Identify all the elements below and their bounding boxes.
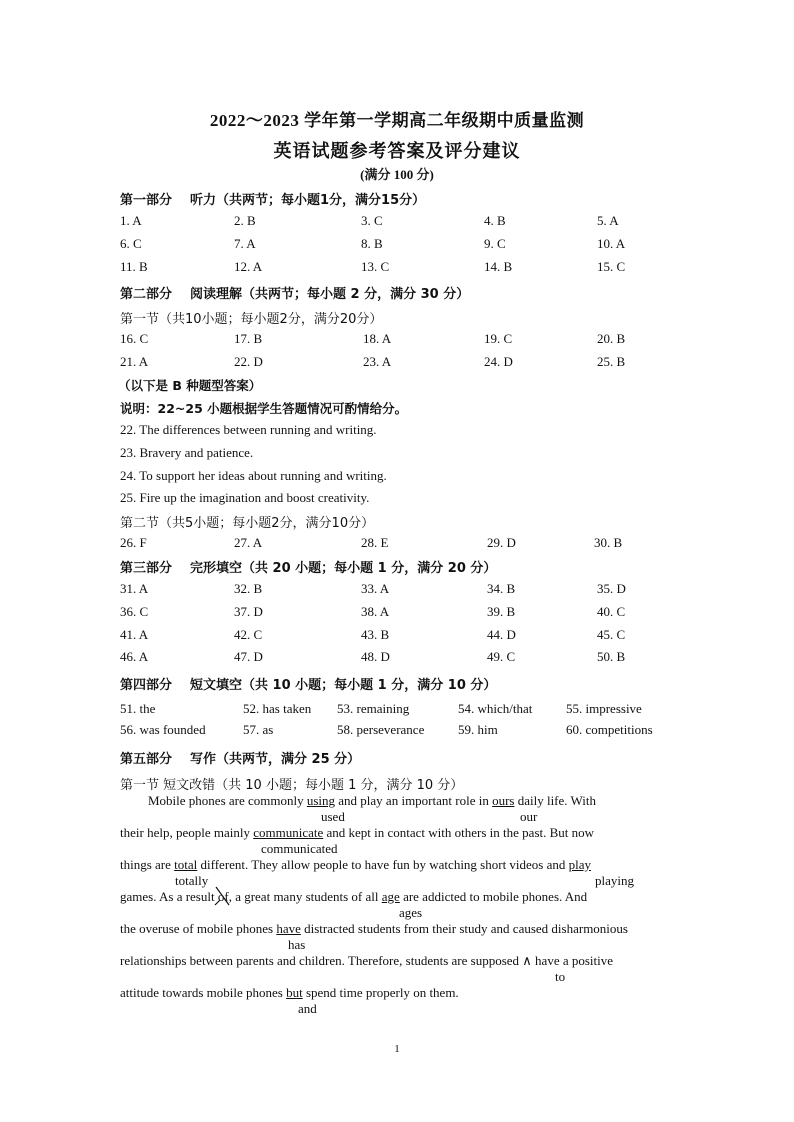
answer-cell: 55. impressive (566, 701, 642, 716)
page-number: 1 (394, 1043, 400, 1055)
answer-cell: 36. C (120, 604, 149, 619)
b-type-note: （以下是 B 种题型答案） (118, 378, 262, 393)
passage-text: daily life. With (514, 793, 597, 808)
answer-cell: 32. B (234, 581, 263, 596)
passage-text: things are (120, 857, 175, 872)
error-using: using (306, 793, 336, 808)
part3-row-1 (0, 581, 794, 599)
answer-cell: 52. has taken (243, 701, 312, 716)
answer-cell: 30. B (594, 535, 623, 550)
answer-cell: 10. A (597, 236, 626, 251)
answer-cell: 46. A (120, 649, 149, 664)
error-but: but (286, 985, 303, 1000)
passage-text: different. They allow people to have fun by watching short videos and (197, 857, 569, 872)
answer-cell: 9. C (484, 236, 506, 251)
part4-row-2 (0, 722, 794, 740)
passage-line-4 (120, 889, 587, 905)
part1-row-3 (0, 259, 794, 277)
error-ours: ours (492, 793, 515, 808)
answer-cell: 56. was founded (120, 722, 206, 737)
passage-text: their help, people mainly (120, 825, 254, 840)
answer-cell: 39. B (487, 604, 516, 619)
answer-cell: 14. B (484, 259, 513, 274)
answer-cell: 51. the (120, 701, 156, 716)
answer-cell: 25. B (597, 354, 626, 369)
part4-heading: 第四部分 短文填空（共 10 小题；每小题 1 分，满分 10 分） (120, 678, 497, 693)
part2-row-1 (0, 331, 794, 349)
answer-cell: 5. A (597, 213, 619, 228)
part5-section1-heading: 第一节 短文改错（共 10 小题；每小题 1 分，满分 10 分） (120, 778, 464, 793)
answer-cell: 12. A (234, 259, 263, 274)
answer-cell: 34. B (487, 581, 516, 596)
error-age: age (381, 889, 400, 904)
passage-text: are addicted to mobile phones. And (399, 889, 588, 904)
part1-row-2 (0, 236, 794, 254)
insert-caret-icon: ∧ (522, 953, 532, 968)
answer-cell: 27. A (234, 535, 263, 550)
part1-row-1 (0, 213, 794, 231)
answer-cell: 23. A (363, 354, 392, 369)
correction-has: has (288, 937, 306, 952)
error-play: play (568, 857, 592, 872)
answer-cell: 3. C (361, 213, 383, 228)
answer-cell: 18. A (363, 331, 392, 346)
answer-cell: 16. C (120, 331, 149, 346)
passage-text: and kept in contact with others in the past. But now (323, 825, 595, 840)
part1-heading: 第一部分 听力（共两节；每小题1分，满分15分） (120, 193, 426, 208)
correction-and: and (298, 1001, 317, 1016)
passage-text: distracted students from their study and caused disharmonious (300, 921, 628, 936)
answer-cell: 1. A (120, 213, 142, 228)
answer-cell: 33. A (361, 581, 390, 596)
error-communicate: communicate (253, 825, 324, 840)
answer-cell: 44. D (487, 627, 516, 642)
passage-text: of (217, 889, 229, 904)
part2-section2-heading: 第二节（共5小题；每小题2分，满分10分） (120, 516, 375, 531)
answer-cell: 7. A (234, 236, 256, 251)
part2-row-2 (0, 354, 794, 372)
delete-mark-icon (214, 886, 232, 906)
part3-row-2 (0, 604, 794, 622)
answer-cell: 28. E (361, 535, 389, 550)
answer-cell: 8. B (361, 236, 383, 251)
part4-row-1 (0, 701, 794, 719)
passage-text: attitude towards mobile phones (120, 985, 287, 1000)
error-of-deleted (218, 889, 229, 905)
exam-title: 2022～2023 学年第一学期高二年级期中质量监测 (209, 111, 585, 130)
correction-playing: playing (595, 873, 634, 888)
answer-cell: 26. F (120, 535, 147, 550)
part3-row-4 (0, 649, 794, 667)
answer-cell: 54. which/that (458, 701, 533, 716)
answer-cell: 47. D (234, 649, 263, 664)
correction-to: to (555, 969, 566, 984)
answer-cell: 13. C (361, 259, 390, 274)
answer-cell: 20. B (597, 331, 626, 346)
exam-subtitle: 英语试题参考答案及评分建议 (273, 141, 521, 161)
part5-heading: 第五部分 写作（共两节，满分 25 分） (120, 752, 361, 767)
passage-text: the overuse of mobile phones (120, 921, 277, 936)
answer-cell: 50. B (597, 649, 626, 664)
scoring-explanation: 说明：22~25 小题根据学生答题情况可酌情给分。 (120, 401, 408, 416)
part2-section2-row (0, 535, 794, 553)
answer-cell: 37. D (234, 604, 263, 619)
answer-cell: 43. B (361, 627, 390, 642)
answer-cell: 24. D (484, 354, 513, 369)
error-have: have (276, 921, 301, 936)
passage-text: games. As a result (120, 889, 218, 904)
answer-25: 25. Fire up the imagination and boost creativity. (120, 490, 370, 505)
passage-line-5 (120, 921, 628, 937)
error-total: total (174, 857, 198, 872)
answer-cell: 17. B (234, 331, 263, 346)
passage-line-2 (120, 825, 594, 841)
passage-line-7 (120, 985, 459, 1001)
passage-text: and play an important role in (335, 793, 493, 808)
answer-cell: 40. C (597, 604, 626, 619)
answer-cell: 48. D (361, 649, 390, 664)
passage-line-1 (148, 793, 596, 809)
passage-text: spend time properly on them. (302, 985, 459, 1000)
answer-cell: 42. C (234, 627, 263, 642)
correction-used: used (321, 809, 345, 824)
correction-our: our (520, 809, 538, 824)
passage-text: relationships between parents and children. Therefore, students are supposed (120, 953, 523, 968)
correction-totally: totally (175, 873, 209, 888)
answer-cell: 53. remaining (337, 701, 410, 716)
answer-cell: 4. B (484, 213, 506, 228)
answer-cell: 41. A (120, 627, 149, 642)
correction-communicated: communicated (261, 841, 338, 856)
answer-cell: 31. A (120, 581, 149, 596)
answer-cell: 38. A (361, 604, 390, 619)
answer-cell: 59. him (458, 722, 498, 737)
answer-cell: 58. perseverance (337, 722, 425, 737)
answer-cell: 11. B (120, 259, 148, 274)
answer-cell: 45. C (597, 627, 626, 642)
answer-cell: 21. A (120, 354, 149, 369)
answer-22: 22. The differences between running and writing. (120, 422, 377, 437)
answer-cell: 22. D (234, 354, 263, 369)
passage-text: Mobile phones are commonly (148, 793, 307, 808)
answer-cell: 15. C (597, 259, 626, 274)
answer-cell: 29. D (487, 535, 516, 550)
answer-cell: 60. competitions (566, 722, 653, 737)
part3-row-3 (0, 627, 794, 645)
passage-line-6 (120, 953, 613, 969)
part2-section1-heading: 第一节（共10小题；每小题2分，满分20分） (120, 312, 383, 327)
passage-text: have a positive (531, 953, 614, 968)
answer-cell: 49. C (487, 649, 516, 664)
answer-cell: 57. as (243, 722, 274, 737)
part3-heading: 第三部分 完形填空（共 20 小题；每小题 1 分，满分 20 分） (120, 561, 497, 576)
answer-cell: 6. C (120, 236, 142, 251)
correction-ages: ages (399, 905, 423, 920)
answer-23: 23. Bravery and patience. (120, 445, 254, 460)
passage-line-3 (120, 857, 591, 873)
full-score-note: (满分 100 分) (360, 167, 434, 182)
answer-cell: 35. D (597, 581, 626, 596)
passage-text: , a great many students of all (228, 889, 382, 904)
answer-cell: 2. B (234, 213, 256, 228)
part2-heading: 第二部分 阅读理解（共两节；每小题 2 分，满分 30 分） (120, 287, 470, 302)
answer-24: 24. To support her ideas about running and writing. (120, 468, 387, 483)
answer-cell: 19. C (484, 331, 513, 346)
